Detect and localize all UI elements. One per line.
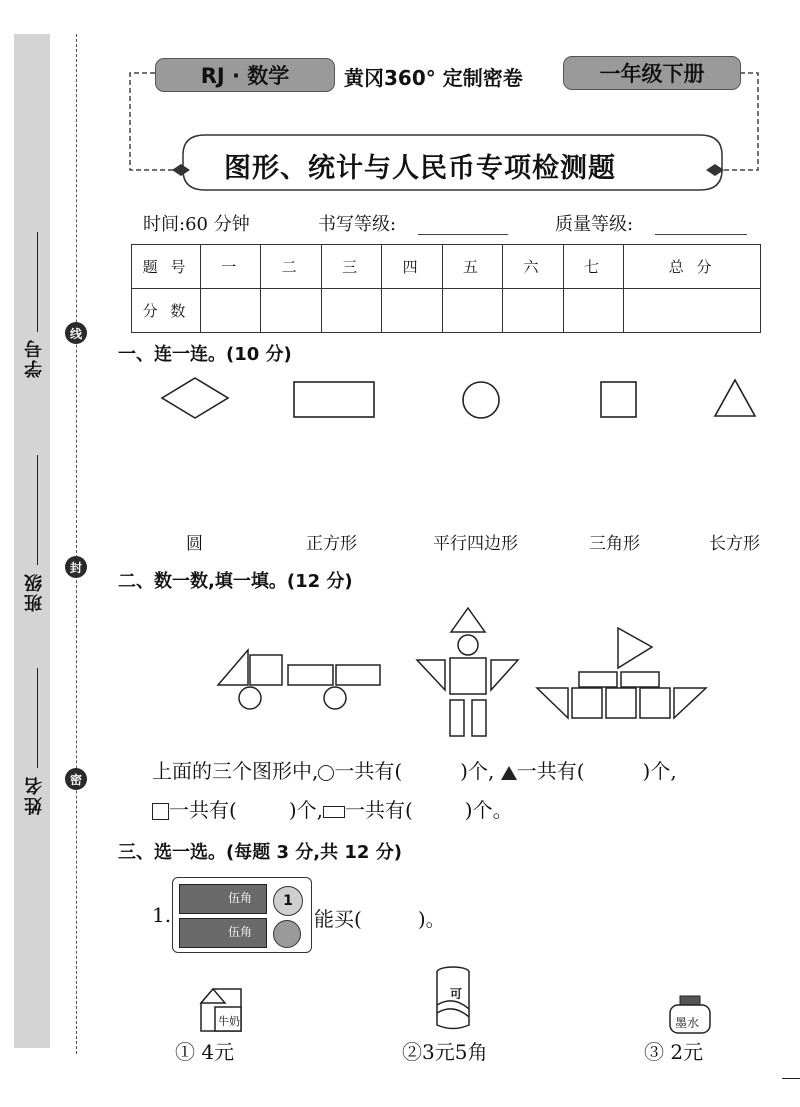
circle-count-suffix: )个, [460, 759, 495, 783]
class-blank [37, 455, 38, 565]
score-cell: 六 [503, 245, 563, 289]
score-cell: 七 [563, 245, 623, 289]
score-input-cell[interactable] [261, 289, 321, 333]
word-rectangle: 长方形 [709, 534, 760, 554]
writing-grade-label: 书写等级: [318, 214, 397, 235]
writing-grade-blank[interactable] [418, 210, 508, 235]
score-input-cell[interactable] [442, 289, 502, 333]
robot-figure [417, 608, 518, 736]
banknote-text: 伍角 [228, 925, 253, 939]
student-id-label: 学号 [24, 338, 45, 378]
page-edge-mark [782, 1078, 800, 1079]
quality-grade-blank[interactable] [655, 210, 747, 235]
square-icon [601, 382, 636, 417]
student-id-blank [37, 232, 38, 332]
score-input-cell[interactable] [624, 289, 761, 333]
time-limit: 时间:60 分钟 [143, 214, 250, 235]
score-row-label: 分 数 [132, 289, 201, 333]
word-triangle: 三角形 [589, 534, 640, 554]
circle-count-prefix: 一共有( [334, 759, 403, 783]
rectangle-count-prefix: 一共有( [344, 798, 413, 822]
money-box [172, 877, 312, 953]
word-circle: 圆 [186, 534, 203, 554]
question-1-text [314, 903, 446, 932]
score-table [131, 244, 761, 333]
milk-carton-icon [195, 985, 247, 1037]
score-table-score-row [132, 289, 761, 333]
section2-figures [200, 600, 720, 745]
square-count-suffix: )个, [288, 798, 323, 822]
question-1-suffix: 能买( [314, 907, 362, 931]
banknote-50-jiao-top [179, 884, 267, 914]
section1-shapes [150, 370, 770, 430]
word-parallelogram: 平行四边形 [433, 534, 518, 554]
boat-figure [537, 628, 706, 718]
score-input-cell[interactable] [563, 289, 623, 333]
score-cell: 五 [442, 245, 502, 289]
rectangle-count-suffix: )个。 [464, 798, 513, 822]
page-title: 图形、统计与人民币专项检测题 [224, 153, 616, 184]
triangle-icon [715, 380, 755, 416]
square-symbol-icon [152, 803, 169, 820]
coin-1-yuan: 1 [273, 886, 303, 916]
count-line-2 [152, 794, 513, 823]
triangle-count-suffix: )个, [642, 759, 677, 783]
seal-line: 线 [65, 322, 87, 344]
count-line-1-intro: 上面的三个图形中, [152, 759, 319, 783]
score-input-cell[interactable] [503, 289, 563, 333]
coin-5-jiao [273, 920, 301, 948]
banknote-50-jiao-bottom [179, 918, 267, 948]
word-square: 正方形 [306, 534, 357, 554]
score-table-header-row [132, 245, 761, 289]
score-cell: 一 [201, 245, 261, 289]
rhombus-icon [162, 378, 228, 418]
option-1-label[interactable]: ① 4元 [175, 1040, 235, 1064]
section3-heading: 三、选一选。(每题 3 分,共 12 分) [118, 842, 402, 863]
triangle-count-prefix: 一共有( [516, 759, 585, 783]
rectangle-symbol-icon [323, 806, 345, 818]
banknote-text: 伍角 [228, 891, 253, 905]
ink-label: 墨水 [675, 1016, 700, 1030]
score-cell: 四 [382, 245, 442, 289]
square-count-prefix: 一共有( [169, 798, 237, 822]
circle-symbol-icon [318, 765, 334, 781]
section1-heading: 一、连一连。(10 分) [118, 344, 292, 365]
section2-heading: 二、数一数,填一填。(12 分) [118, 571, 353, 592]
quality-grade-label: 质量等级: [555, 214, 634, 235]
seal-seal: 封 [65, 556, 87, 578]
score-input-cell[interactable] [382, 289, 442, 333]
question-1-end: )。 [417, 907, 446, 931]
score-cell: 题 号 [132, 245, 201, 289]
option-3-label[interactable]: ③ 2元 [644, 1040, 704, 1064]
triangle-symbol-icon [501, 766, 517, 780]
name-label: 姓名 [24, 775, 45, 815]
circle-icon [463, 382, 499, 418]
cola-label: 可 [450, 987, 463, 1001]
score-input-cell[interactable] [321, 289, 381, 333]
option-2-label[interactable]: ②3元5角 [402, 1040, 488, 1064]
score-cell: 总 分 [624, 245, 761, 289]
score-cell: 二 [261, 245, 321, 289]
grade-badge: 一年级下册 [563, 56, 741, 90]
subject-badge: RJ · 数学 [155, 58, 335, 92]
milk-label: 牛奶 [218, 1015, 240, 1028]
car-figure [218, 650, 380, 709]
question-1-number: 1. [152, 903, 172, 927]
series-name: 黄冈360° 定制密卷 [344, 66, 523, 90]
name-blank [37, 668, 38, 768]
score-input-cell[interactable] [201, 289, 261, 333]
score-cell: 三 [321, 245, 381, 289]
count-line-1 [152, 755, 677, 784]
rectangle-icon [294, 382, 374, 417]
class-label: 班级 [24, 572, 45, 612]
seal-secret: 密 [65, 768, 87, 790]
